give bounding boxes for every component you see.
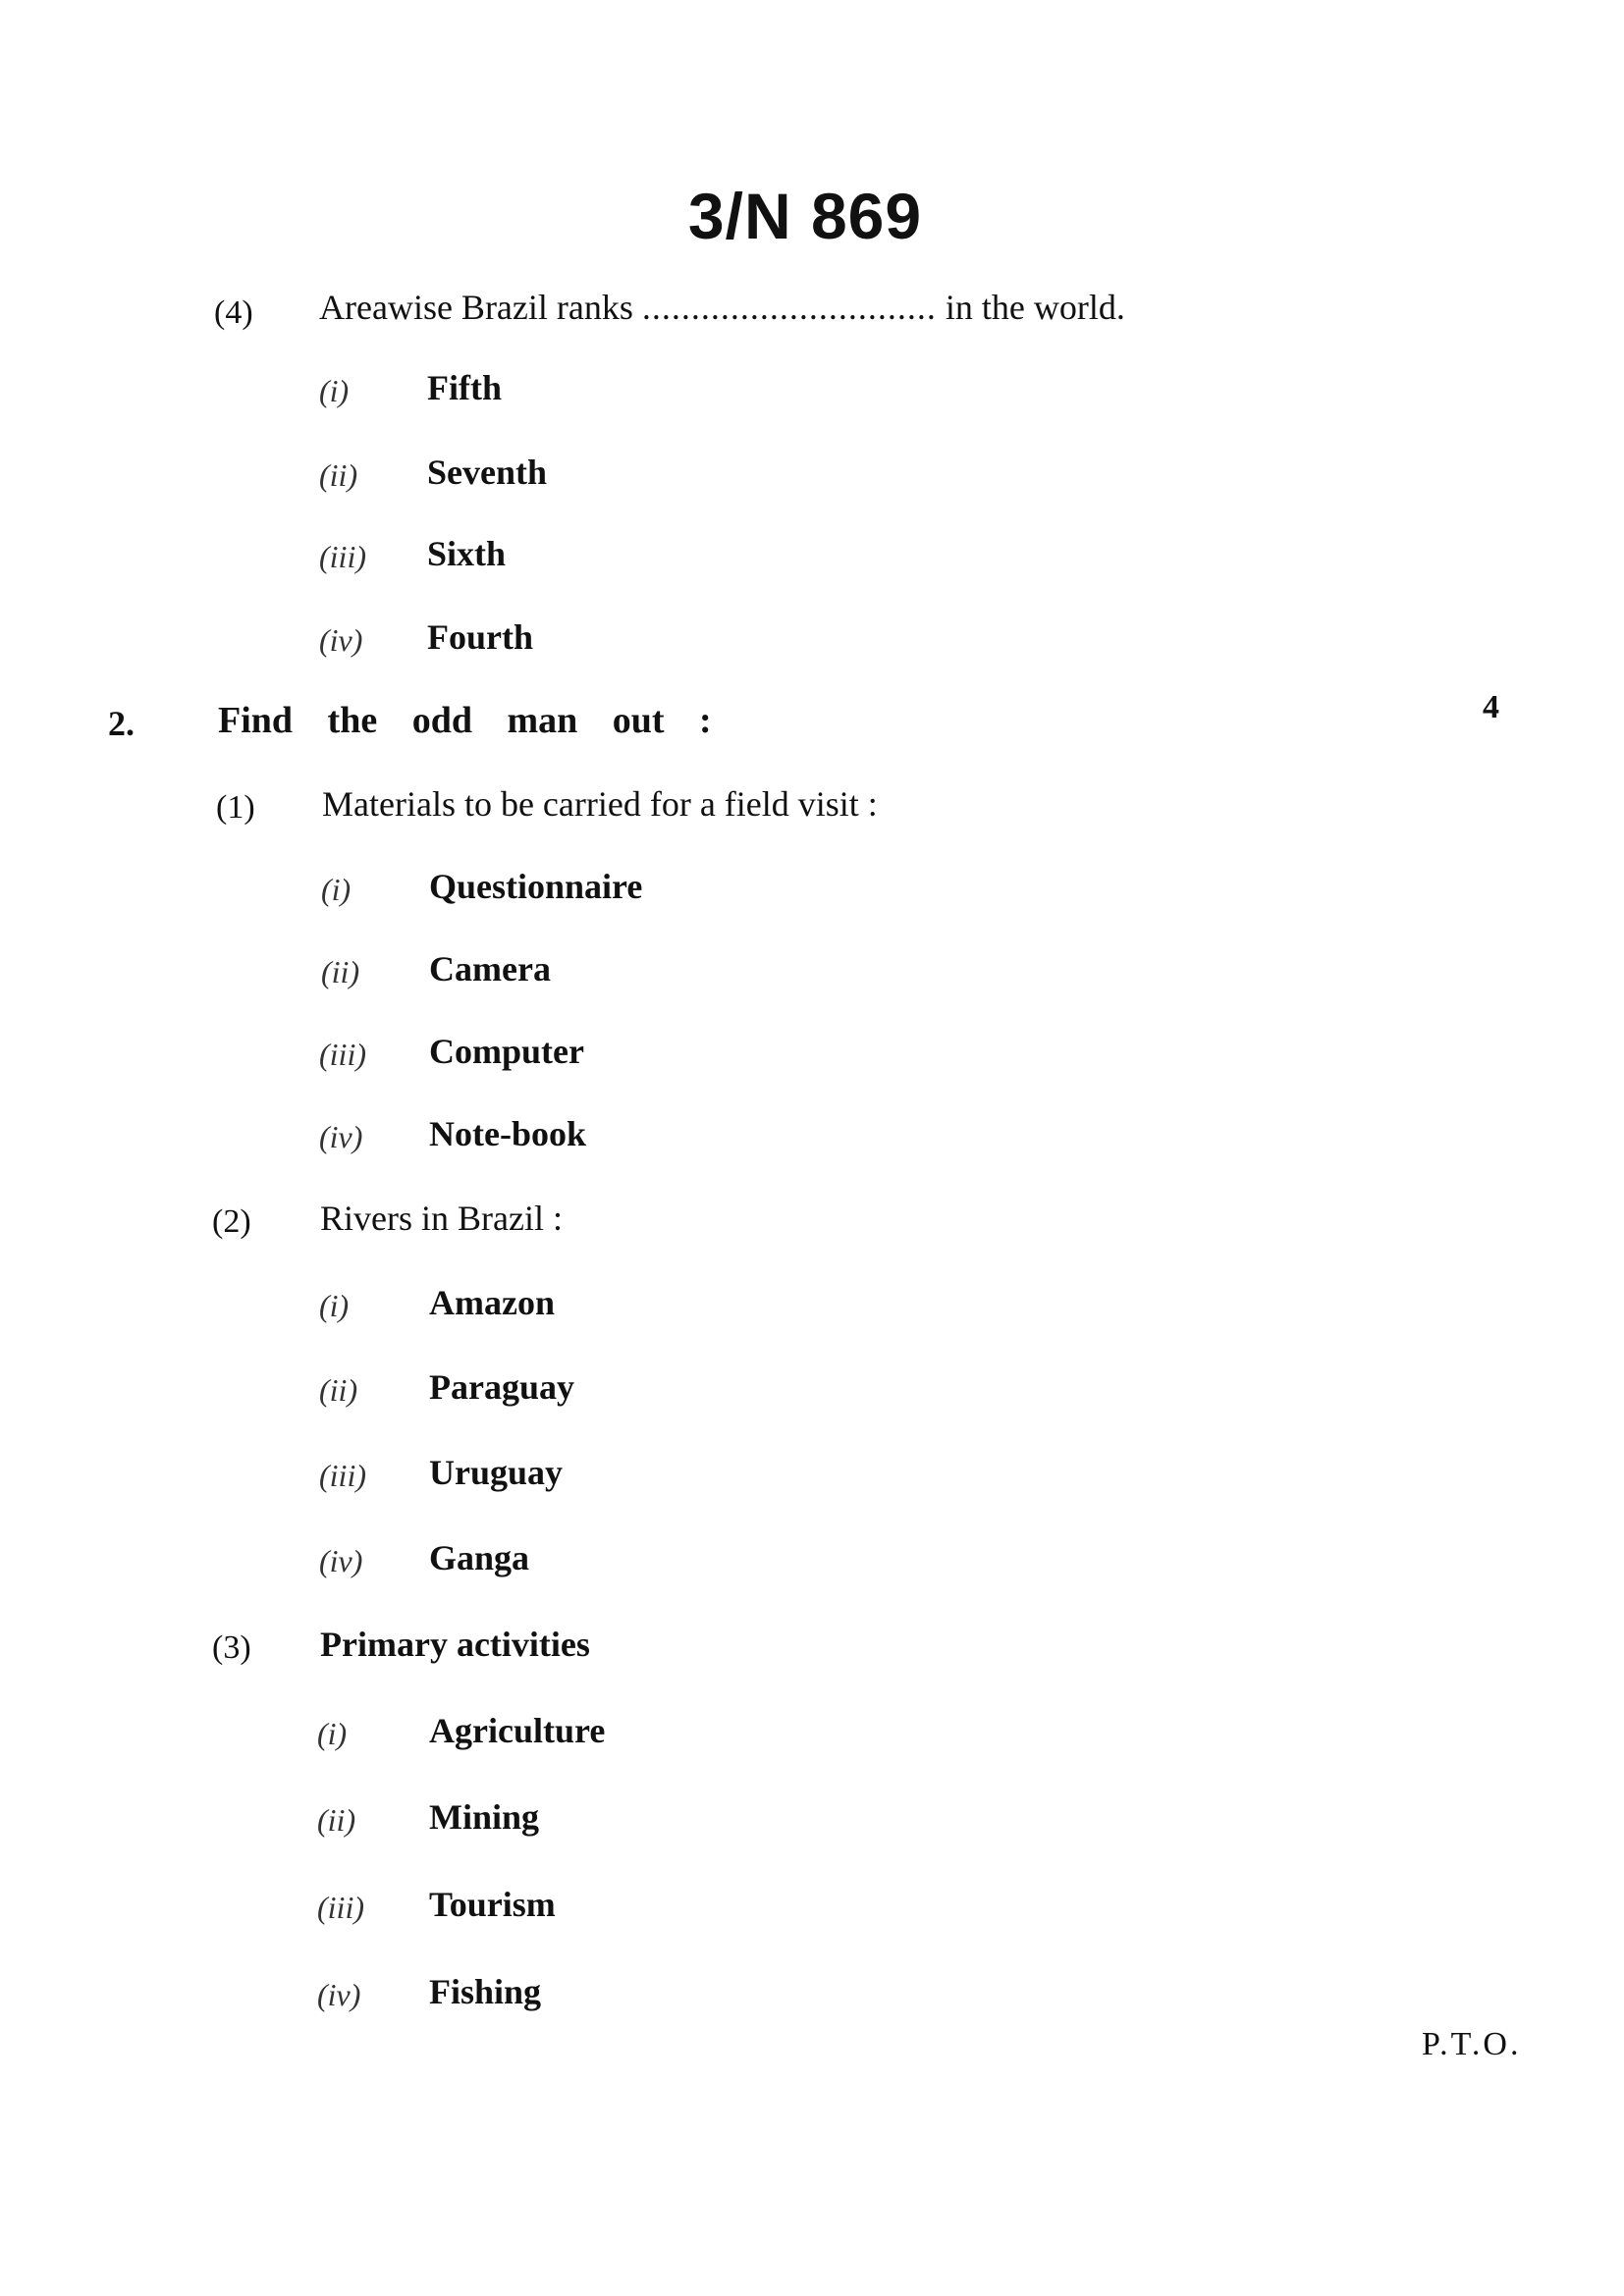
option-label: (i) bbox=[321, 872, 352, 907]
option-label: (iii) bbox=[317, 1890, 364, 1925]
option-text: Fifth bbox=[427, 368, 502, 407]
option-text: Paraguay bbox=[429, 1367, 574, 1407]
option-text: Computer bbox=[429, 1032, 584, 1071]
option-text: Mining bbox=[429, 1797, 540, 1837]
option-label: (iii) bbox=[319, 1458, 366, 1493]
q2-part2-stem: Rivers in Brazil : bbox=[320, 1199, 563, 1238]
option-text: Seventh bbox=[427, 453, 548, 492]
paper-code: 3/N 869 bbox=[687, 180, 923, 252]
option-label: (i) bbox=[319, 1288, 350, 1323]
q2-part3-number: (3) bbox=[212, 1629, 251, 1666]
option-label: (i) bbox=[317, 1716, 348, 1751]
pto-footer: P.T.O. bbox=[1422, 2026, 1522, 2062]
option-label: (ii) bbox=[319, 457, 358, 493]
stem-after: in the world. bbox=[945, 288, 1125, 327]
option-text: Uruguay bbox=[429, 1453, 564, 1492]
q2-marks: 4 bbox=[1483, 689, 1499, 725]
q2-part1-number: (1) bbox=[216, 789, 255, 826]
q2-heading: Find the odd man out : bbox=[218, 700, 712, 741]
q2-part2-number: (2) bbox=[212, 1203, 251, 1240]
option-text: Camera bbox=[429, 949, 551, 988]
option-label: (iv) bbox=[319, 1543, 363, 1578]
stem-before: Areawise Brazil ranks bbox=[319, 288, 633, 327]
option-text: Amazon bbox=[429, 1283, 555, 1322]
option-label: (iv) bbox=[319, 622, 363, 658]
option-label: (iii) bbox=[319, 1037, 366, 1072]
option-text: Fourth bbox=[427, 617, 533, 657]
option-text: Ganga bbox=[429, 1538, 530, 1577]
option-text: Tourism bbox=[429, 1885, 556, 1924]
option-text: Questionnaire bbox=[429, 867, 643, 906]
option-label: (ii) bbox=[321, 954, 360, 989]
option-text: Sixth bbox=[427, 534, 507, 573]
q1-part4-number: (4) bbox=[214, 294, 253, 331]
option-label: (iii) bbox=[319, 539, 366, 574]
option-label: (i) bbox=[319, 373, 350, 408]
q1-part4-stem bbox=[319, 287, 1125, 328]
option-label: (ii) bbox=[317, 1802, 356, 1838]
q2-number: 2. bbox=[108, 704, 135, 743]
q2-part1-stem: Materials to be carried for a field visit : bbox=[322, 784, 878, 824]
option-text: Note-book bbox=[429, 1114, 586, 1153]
answer-blank: .............................. bbox=[641, 288, 937, 327]
option-text: Agriculture bbox=[429, 1711, 606, 1750]
option-label: (iv) bbox=[317, 1977, 361, 2012]
option-text: Fishing bbox=[429, 1972, 542, 2011]
q2-part3-stem: Primary activities bbox=[320, 1625, 590, 1664]
option-label: (ii) bbox=[319, 1372, 358, 1408]
option-label: (iv) bbox=[319, 1119, 363, 1154]
